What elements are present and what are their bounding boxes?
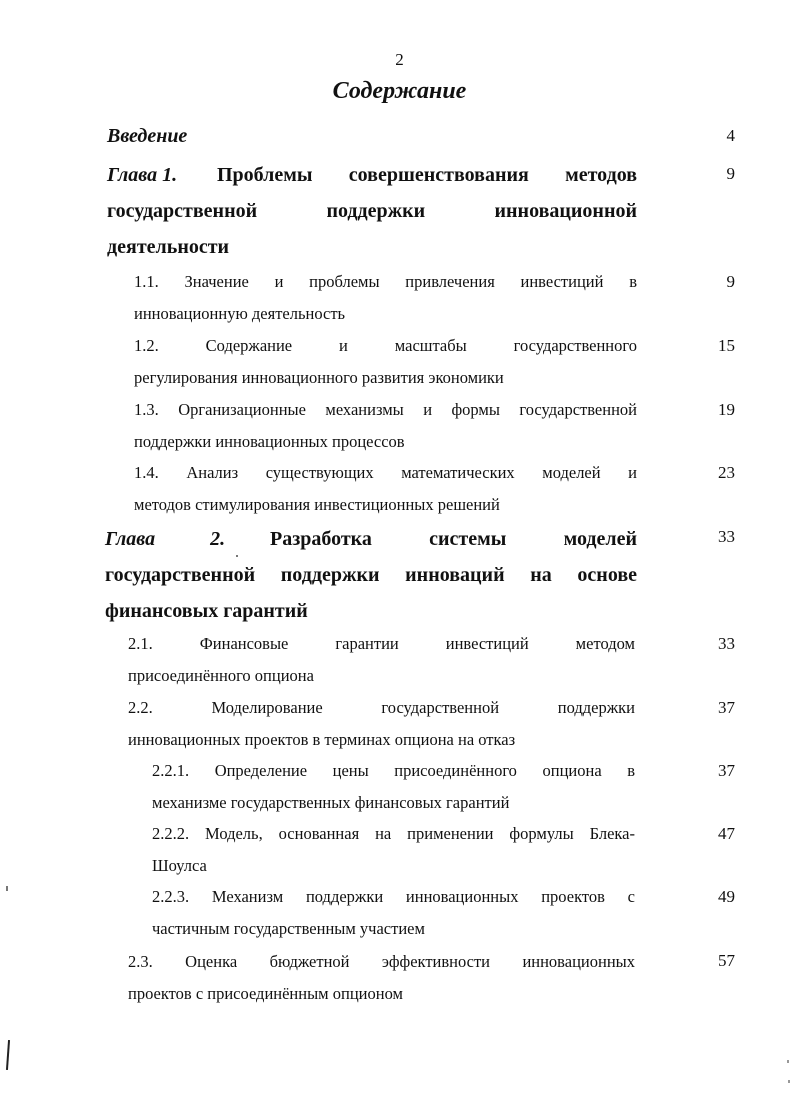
toc-entry-2-2-3[interactable] bbox=[152, 881, 635, 945]
section-2-2-page: 37 bbox=[718, 698, 735, 717]
scan-mark-left bbox=[6, 1040, 10, 1070]
section-1-4-line-2: методов стимулирования инвестиционных решений bbox=[134, 495, 500, 514]
section-2-2-1-line-1: 2.2.1. Определение цены присоединённого опциона в bbox=[152, 761, 635, 780]
toc-entry-1-1[interactable] bbox=[134, 266, 637, 330]
section-2-2-line-1: 2.2. Моделирование государственной поддержки bbox=[128, 698, 635, 717]
section-2-2-1-line-2: механизме государственных финансовых гарантий bbox=[152, 793, 510, 812]
toc-title: Содержание bbox=[332, 78, 467, 104]
section-1-4-page: 23 bbox=[718, 463, 735, 482]
scan-dot-right-1 bbox=[787, 1060, 789, 1063]
section-1-2-line-1: 1.2. Содержание и масштабы государственного bbox=[134, 336, 637, 355]
chapter-1-label: Глава 1. bbox=[107, 164, 178, 186]
toc-entry-2-1[interactable] bbox=[128, 628, 635, 692]
chapter-2-line-3: финансовых гарантий bbox=[105, 600, 308, 622]
section-2-3-line-1: 2.3. Оценка бюджетной эффективности инновационных bbox=[128, 952, 635, 971]
toc-entry-1-3[interactable] bbox=[134, 394, 637, 458]
section-1-1-line-2: инновационную деятельность bbox=[134, 304, 346, 323]
toc-entry-chapter-2[interactable] bbox=[105, 521, 637, 629]
section-1-1-page: 9 bbox=[726, 272, 735, 291]
section-2-2-1-page: 37 bbox=[718, 761, 735, 780]
section-2-2-2-page: 47 bbox=[718, 824, 735, 843]
scan-dot-center bbox=[236, 555, 238, 557]
section-2-2-3-line-2: частичным государственным участием bbox=[152, 919, 425, 938]
section-1-3-line-1: 1.3. Организационные механизмы и формы государственной bbox=[134, 400, 637, 419]
toc-entry-intro[interactable] bbox=[107, 118, 637, 154]
section-2-3-line-2: проектов с присоединённым опционом bbox=[128, 984, 403, 1003]
scan-dot-right-2 bbox=[788, 1080, 790, 1083]
section-1-4-line-1: 1.4. Анализ существующих математических моделей и bbox=[134, 463, 637, 482]
section-2-2-2-line-1: 2.2.2. Модель, основанная на применении формулы Блека- bbox=[152, 824, 635, 843]
section-2-2-3-page: 49 bbox=[718, 887, 735, 906]
section-2-2-line-2: инновационных проектов в терминах опциона на отказ bbox=[128, 730, 516, 749]
section-1-3-page: 19 bbox=[718, 400, 735, 419]
toc-entry-2-3[interactable] bbox=[128, 946, 635, 1010]
toc-entry-2-2-1[interactable] bbox=[152, 755, 635, 819]
chapter-1-page: 9 bbox=[726, 164, 735, 183]
section-2-3-page: 57 bbox=[718, 951, 735, 970]
section-1-1-line-1: 1.1. Значение и проблемы привлечения инвестиций в bbox=[134, 272, 637, 291]
section-2-1-line-2: присоединённого опциона bbox=[128, 666, 314, 685]
scan-dot-left bbox=[6, 886, 8, 891]
chapter-2-line-1: Разработка системы моделей bbox=[270, 528, 637, 550]
chapter-2-page: 33 bbox=[718, 527, 735, 546]
section-2-2-2-line-2: Шоулса bbox=[152, 856, 207, 875]
section-2-2-3-line-1: 2.2.3. Механизм поддержки инновационных проектов с bbox=[152, 887, 635, 906]
page-number: 2 bbox=[395, 50, 404, 69]
toc-entry-2-2-2[interactable] bbox=[152, 818, 635, 882]
section-2-1-page: 33 bbox=[718, 634, 735, 653]
toc-entry-1-2[interactable] bbox=[134, 330, 637, 394]
chapter-2-label: Глава 2. bbox=[105, 528, 226, 550]
intro-page: 4 bbox=[726, 126, 735, 145]
chapter-1-line-2: государственной поддержки инновационной bbox=[107, 200, 637, 222]
toc-entry-1-4[interactable] bbox=[134, 457, 637, 521]
section-1-3-line-2: поддержки инновационных процессов bbox=[134, 432, 405, 451]
section-1-2-page: 15 bbox=[718, 336, 735, 355]
chapter-2-line-2: государственной поддержки инноваций на основе bbox=[105, 564, 637, 586]
chapter-1-line-3: деятельности bbox=[107, 236, 230, 258]
intro-label: Введение bbox=[107, 125, 188, 147]
chapter-1-line-1: Проблемы совершенствования методов bbox=[217, 164, 637, 186]
toc-entry-2-2[interactable] bbox=[128, 692, 635, 756]
section-2-1-line-1: 2.1. Финансовые гарантии инвестиций методом bbox=[128, 634, 635, 653]
section-1-2-line-2: регулирования инновационного развития экономики bbox=[134, 368, 504, 387]
toc-entry-chapter-1[interactable] bbox=[107, 157, 637, 265]
